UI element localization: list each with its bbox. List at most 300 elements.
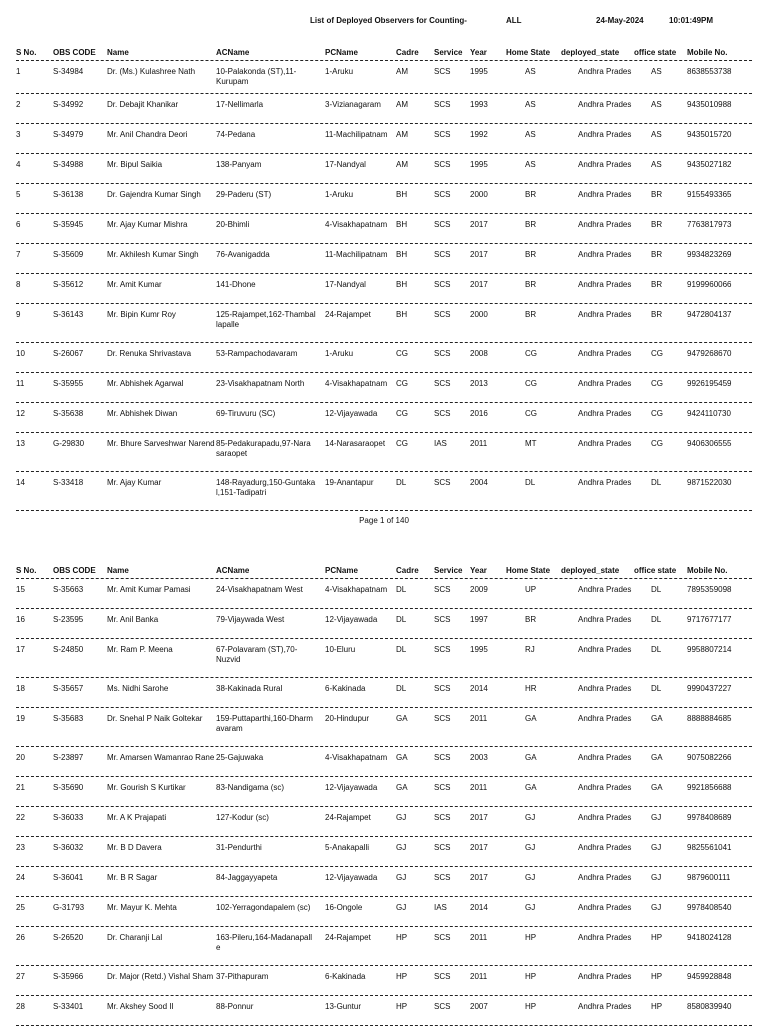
mobile-number: 7763817973 [687, 220, 732, 229]
ac-name: 85-Pedakurapadu,97-Nara saraopet [216, 439, 311, 458]
office-state: GA [651, 714, 663, 723]
ac-name: 20-Bhimli [216, 220, 250, 229]
obs-code: S-36143 [53, 310, 84, 319]
office-state-header: office state [634, 48, 677, 57]
serial-number: 13 [16, 439, 25, 448]
serial-number: 14 [16, 478, 25, 487]
mobile-number: 9978408689 [687, 813, 732, 822]
serial-number: 19 [16, 714, 25, 723]
office-state: AS [651, 130, 662, 139]
observer-name: Dr. Gajendra Kumar Singh [107, 190, 201, 199]
service: SCS [434, 160, 451, 169]
ac-name: 141-Dhone [216, 280, 256, 289]
service: IAS [434, 439, 447, 448]
pc-name: 14-Narasaraopet [325, 439, 386, 448]
deployed-state: Andhra Prades [578, 250, 632, 259]
office-state: CG [651, 409, 663, 418]
office-state: DL [651, 585, 662, 594]
deployed-state: Andhra Prades [578, 903, 632, 912]
mobile-number: 9879600111 [687, 873, 731, 882]
deployed-state-header: deployed_state [561, 566, 620, 575]
column-header-row [16, 46, 752, 61]
cadre: GA [396, 783, 408, 792]
ac-name: 69-Tiruvuru (SC) [216, 409, 276, 418]
deployed-state: Andhra Prades [578, 684, 632, 693]
service: SCS [434, 478, 451, 487]
home-state-header: Home State [506, 566, 551, 575]
serial-number: 9 [16, 310, 21, 319]
cadre: HP [396, 972, 408, 981]
observer-name: Mr. B D Davera [107, 843, 162, 852]
table-row [16, 708, 752, 747]
obs-code: S-36032 [53, 843, 84, 852]
pc-header: PCName [325, 566, 358, 575]
serial-number: 12 [16, 409, 25, 418]
office-state: DL [651, 645, 662, 654]
table-row [16, 274, 752, 304]
pc-name: 24-Rajampet [325, 933, 371, 942]
ac-name: 29-Paderu (ST) [216, 190, 272, 199]
obs-code: S-35966 [53, 972, 84, 981]
table-row [16, 609, 752, 639]
year: 2017 [470, 280, 488, 289]
cadre-header: Cadre [396, 566, 419, 575]
report-date: 24-May-2024 [596, 16, 644, 25]
obs-code: S-35609 [53, 250, 84, 259]
cadre: BH [396, 220, 408, 229]
observer-name: Mr. Amit Kumar Pamasi [107, 585, 191, 594]
pc-name: 12-Vijayawada [325, 873, 378, 882]
serial-number: 6 [16, 220, 21, 229]
mobile-number: 9934823269 [687, 250, 732, 259]
table-row [16, 867, 752, 897]
office-state: AS [651, 160, 662, 169]
serial-number: 11 [16, 379, 25, 388]
service: IAS [434, 903, 447, 912]
table-row [16, 214, 752, 244]
name-header: Name [107, 566, 129, 575]
mobile-number: 9199960066 [687, 280, 732, 289]
service-header: Service [434, 566, 463, 575]
table-row [16, 747, 752, 777]
pc-name: 12-Vijayawada [325, 409, 378, 418]
table-row [16, 472, 752, 511]
home-state: BR [525, 615, 537, 624]
ac-name: 102-Yerragondapalem (sc) [216, 903, 311, 912]
obs-code: S-33418 [53, 478, 84, 487]
cadre: BH [396, 250, 408, 259]
obs-code: S-35945 [53, 220, 84, 229]
service: SCS [434, 933, 451, 942]
ac-name: 23-Visakhapatnam North [216, 379, 305, 388]
obs-code: S-34988 [53, 160, 84, 169]
year: 2011 [470, 439, 488, 448]
table-row [16, 244, 752, 274]
year: 2000 [470, 190, 488, 199]
ac-name: 138-Panyam [216, 160, 262, 169]
home-state: HP [525, 1002, 537, 1011]
home-state: BR [525, 310, 537, 319]
home-state: CG [525, 409, 537, 418]
deployed-state: Andhra Prades [578, 100, 632, 109]
cadre: BH [396, 190, 408, 199]
observer-name: Mr. Bhure Sarveshwar Narend [107, 439, 215, 448]
obs-code: S-35638 [53, 409, 84, 418]
service: SCS [434, 585, 451, 594]
home-state: GJ [525, 813, 536, 822]
sno-header: S No. [16, 48, 37, 57]
pc-name: 11-Machilipatnam [325, 250, 388, 259]
table-row [16, 678, 752, 708]
year: 2017 [470, 813, 488, 822]
observer-name: Mr. Anil Chandra Deori [107, 130, 188, 139]
observer-name: Dr. (Ms.) Kulashree Nath [107, 67, 196, 76]
pc-name: 17-Nandyal [325, 160, 366, 169]
home-state: GA [525, 753, 537, 762]
office-state: DL [651, 684, 662, 693]
service: SCS [434, 813, 451, 822]
mobile-number: 9435010988 [687, 100, 732, 109]
deployed-state: Andhra Prades [578, 813, 632, 822]
cadre: GA [396, 714, 408, 723]
table-row [16, 154, 752, 184]
home-state: RJ [525, 645, 535, 654]
cadre: AM [396, 100, 408, 109]
pc-name: 24-Rajampet [325, 813, 371, 822]
office-state: BR [651, 280, 663, 289]
table-row [16, 184, 752, 214]
year: 1995 [470, 160, 488, 169]
cadre: AM [396, 160, 408, 169]
cadre: DL [396, 615, 407, 624]
deployed-state: Andhra Prades [578, 873, 632, 882]
cadre: DL [396, 478, 407, 487]
table-row [16, 94, 752, 124]
office-state: HP [651, 933, 663, 942]
year: 2003 [470, 753, 488, 762]
obs-code: S-35683 [53, 714, 84, 723]
table-row [16, 433, 752, 472]
year: 2016 [470, 409, 488, 418]
obs-code: S-34979 [53, 130, 84, 139]
ac-name: 38-Kakinada Rural [216, 684, 283, 693]
serial-number: 3 [16, 130, 21, 139]
observer-name: Mr. Abhishek Agarwal [107, 379, 184, 388]
table-row [16, 124, 752, 154]
deployed-state: Andhra Prades [578, 190, 632, 199]
observer-name: Mr. Amit Kumar [107, 280, 162, 289]
serial-number: 15 [16, 585, 25, 594]
obs-code: G-31793 [53, 903, 85, 912]
serial-number: 2 [16, 100, 21, 109]
cadre: AM [396, 67, 408, 76]
home-state: AS [525, 100, 536, 109]
report-header [0, 16, 768, 28]
deployed-state: Andhra Prades [578, 714, 632, 723]
serial-number: 5 [16, 190, 21, 199]
mobile-number: 9435027182 [687, 160, 732, 169]
mobile-number: 9406306555 [687, 439, 732, 448]
observer-name: Mr. Gourish S Kurtikar [107, 783, 186, 792]
office-state: CG [651, 379, 663, 388]
serial-number: 8 [16, 280, 21, 289]
office-state: BR [651, 250, 663, 259]
pc-name: 10-Eluru [325, 645, 356, 654]
pc-name: 13-Guntur [325, 1002, 362, 1011]
obs-code: S-36138 [53, 190, 84, 199]
service: SCS [434, 409, 451, 418]
pc-name: 6-Kakinada [325, 972, 366, 981]
obs-code: S-35663 [53, 585, 84, 594]
ac-name: 163-Pileru,164-Madanapall e [216, 933, 313, 952]
office-state-header: office state [634, 566, 677, 575]
pc-name: 1-Aruku [325, 190, 354, 199]
pc-name: 16-Ongole [325, 903, 363, 912]
observer-name: Mr. Ajay Kumar [107, 478, 162, 487]
ac-name: 24-Visakhapatnam West [216, 585, 303, 594]
table-row [16, 897, 752, 927]
observer-name: Dr. Major (Retd.) Vishal Sham [107, 972, 214, 981]
serial-number: 24 [16, 873, 25, 882]
pc-name: 20-Hindupur [325, 714, 370, 723]
year: 1997 [470, 615, 488, 624]
office-state: HP [651, 972, 663, 981]
pc-name: 17-Nandyal [325, 280, 366, 289]
service: SCS [434, 714, 451, 723]
mobile-number: 9871522030 [687, 478, 732, 487]
deployed-state: Andhra Prades [578, 349, 632, 358]
year: 2017 [470, 220, 488, 229]
serial-number: 21 [16, 783, 25, 792]
ac-name: 125-Rajampet,162-Thambal lapalle [216, 310, 316, 329]
service: SCS [434, 684, 451, 693]
deployed-state: Andhra Prades [578, 585, 632, 594]
cadre: CG [396, 379, 408, 388]
mobile-number: 9424110730 [687, 409, 731, 418]
office-state: GJ [651, 843, 662, 852]
pc-name: 4-Visakhapatnam [325, 220, 388, 229]
cadre: CG [396, 409, 408, 418]
mobile-number: 9479268670 [687, 349, 732, 358]
cadre-header: Cadre [396, 48, 419, 57]
code-header: OBS CODE [53, 566, 96, 575]
cadre: HP [396, 933, 408, 942]
home-state: DL [525, 478, 536, 487]
service: SCS [434, 130, 451, 139]
year: 1993 [470, 100, 488, 109]
home-state: AS [525, 130, 536, 139]
home-state: UP [525, 585, 537, 594]
service: SCS [434, 645, 451, 654]
year: 2013 [470, 379, 488, 388]
mobile-number: 9435015720 [687, 130, 732, 139]
mobile-number: 9472804137 [687, 310, 732, 319]
table-row [16, 777, 752, 807]
pc-name: 12-Vijayawada [325, 783, 378, 792]
deployed-state: Andhra Prades [578, 933, 632, 942]
cadre: GA [396, 753, 408, 762]
deployed-state: Andhra Prades [578, 409, 632, 418]
table-row [16, 837, 752, 867]
mobile-number: 9990437227 [687, 684, 732, 693]
table-row [16, 61, 752, 94]
year: 2008 [470, 349, 488, 358]
mobile-number: 9978408540 [687, 903, 732, 912]
mobile-number: 8638553738 [687, 67, 732, 76]
obs-code: S-34992 [53, 100, 84, 109]
deployed-state: Andhra Prades [578, 645, 632, 654]
obs-code: S-35955 [53, 379, 84, 388]
obs-code: S-35690 [53, 783, 84, 792]
ac-header: ACName [216, 566, 250, 575]
service: SCS [434, 615, 451, 624]
office-state: GJ [651, 903, 662, 912]
year: 2017 [470, 250, 488, 259]
cadre: HP [396, 1002, 408, 1011]
observer-name: Mr. A K Prajapati [107, 813, 167, 822]
obs-code: S-35657 [53, 684, 84, 693]
home-state: GA [525, 783, 537, 792]
pc-name: 1-Aruku [325, 349, 354, 358]
ac-name: 74-Pedana [216, 130, 256, 139]
cadre: GJ [396, 843, 407, 852]
home-state: GJ [525, 903, 536, 912]
home-state: HP [525, 972, 537, 981]
sno-header: S No. [16, 566, 37, 575]
year-header: Year [470, 48, 487, 57]
observer-name: Mr. Mayur K. Mehta [107, 903, 177, 912]
deployed-state: Andhra Prades [578, 615, 632, 624]
year: 1995 [470, 645, 488, 654]
mobile-header: Mobile No. [687, 48, 728, 57]
office-state: GA [651, 783, 663, 792]
observer-name: Mr. Abhishek Diwan [107, 409, 178, 418]
obs-code: S-26067 [53, 349, 84, 358]
ac-name: 76-Avanigadda [216, 250, 270, 259]
serial-number: 25 [16, 903, 25, 912]
report-title: List of Deployed Observers for Counting- [310, 16, 467, 25]
mobile-number: 9459928848 [687, 972, 732, 981]
service: SCS [434, 753, 451, 762]
observer-name: Mr. Bipul Saikia [107, 160, 163, 169]
home-state: AS [525, 67, 536, 76]
deployed-state: Andhra Prades [578, 130, 632, 139]
home-state: MT [525, 439, 537, 448]
table-row [16, 639, 752, 678]
serial-number: 28 [16, 1002, 25, 1011]
service: SCS [434, 250, 451, 259]
deployed-state: Andhra Prades [578, 972, 632, 981]
cadre: BH [396, 280, 408, 289]
office-state: AS [651, 100, 662, 109]
mobile-number: 9926195459 [687, 379, 732, 388]
deployed-state: Andhra Prades [578, 843, 632, 852]
pc-name: 5-Anakapalli [325, 843, 370, 852]
home-state-header: Home State [506, 48, 551, 57]
cadre: CG [396, 349, 408, 358]
ac-name: 10-Palakonda (ST),11-Kurupam [216, 67, 297, 86]
serial-number: 4 [16, 160, 21, 169]
year: 2000 [470, 310, 488, 319]
home-state: CG [525, 349, 537, 358]
service: SCS [434, 843, 451, 852]
ac-name: 25-Gajuwaka [216, 753, 264, 762]
table-row [16, 403, 752, 433]
name-header: Name [107, 48, 129, 57]
observer-name: Mr. Amarsen Wamanrao Rane [107, 753, 215, 762]
office-state: CG [651, 349, 663, 358]
observer-name: Mr. Akshey Sood II [107, 1002, 174, 1011]
obs-code: G-29830 [53, 439, 85, 448]
pc-name: 24-Rajampet [325, 310, 371, 319]
pc-name: 4-Visakhapatnam [325, 585, 388, 594]
service: SCS [434, 190, 451, 199]
home-state: CG [525, 379, 537, 388]
year: 2004 [470, 478, 488, 487]
service: SCS [434, 1002, 451, 1011]
mobile-number: 8580839940 [687, 1002, 732, 1011]
service-header: Service [434, 48, 463, 57]
year: 2011 [470, 933, 488, 942]
service: SCS [434, 379, 451, 388]
ac-name: 53-Rampachodavaram [216, 349, 298, 358]
observer-name: Mr. Anil Banka [107, 615, 159, 624]
pc-name: 19-Anantapur [325, 478, 374, 487]
serial-number: 22 [16, 813, 25, 822]
office-state: HP [651, 1002, 663, 1011]
ac-name: 79-Vijaywada West [216, 615, 285, 624]
observer-name: Dr. Debajit Khanikar [107, 100, 179, 109]
serial-number: 26 [16, 933, 25, 942]
office-state: BR [651, 310, 663, 319]
home-state: AS [525, 160, 536, 169]
ac-name: 127-Kodur (sc) [216, 813, 269, 822]
service: SCS [434, 310, 451, 319]
ac-name: 84-Jaggayyapeta [216, 873, 278, 882]
table-row [16, 304, 752, 343]
office-state: GJ [651, 813, 662, 822]
mobile-number: 9921856688 [687, 783, 732, 792]
year: 2011 [470, 972, 488, 981]
home-state: BR [525, 280, 537, 289]
observer-name: Mr. Akhilesh Kumar Singh [107, 250, 199, 259]
mobile-number: 9155493365 [687, 190, 732, 199]
serial-number: 20 [16, 753, 25, 762]
year: 1992 [470, 130, 488, 139]
service: SCS [434, 280, 451, 289]
cadre: GJ [396, 813, 407, 822]
office-state: GA [651, 753, 663, 762]
service: SCS [434, 783, 451, 792]
ac-name: 17-Nellimarla [216, 100, 264, 109]
service: SCS [434, 349, 451, 358]
serial-number: 7 [16, 250, 21, 259]
obs-code: S-23595 [53, 615, 84, 624]
deployed-state: Andhra Prades [578, 310, 632, 319]
obs-code: S-36041 [53, 873, 84, 882]
service: SCS [434, 220, 451, 229]
office-state: BR [651, 190, 663, 199]
obs-code: S-23897 [53, 753, 84, 762]
office-state: CG [651, 439, 663, 448]
ac-name: 31-Pendurthi [216, 843, 262, 852]
cadre: GJ [396, 873, 407, 882]
year: 2014 [470, 903, 488, 912]
office-state: AS [651, 67, 662, 76]
pc-name: 4-Visakhapatnam [325, 379, 388, 388]
pc-name: 11-Machilipatnam [325, 130, 388, 139]
ac-name: 67-Polavaram (ST),70-Nuzvid [216, 645, 298, 664]
